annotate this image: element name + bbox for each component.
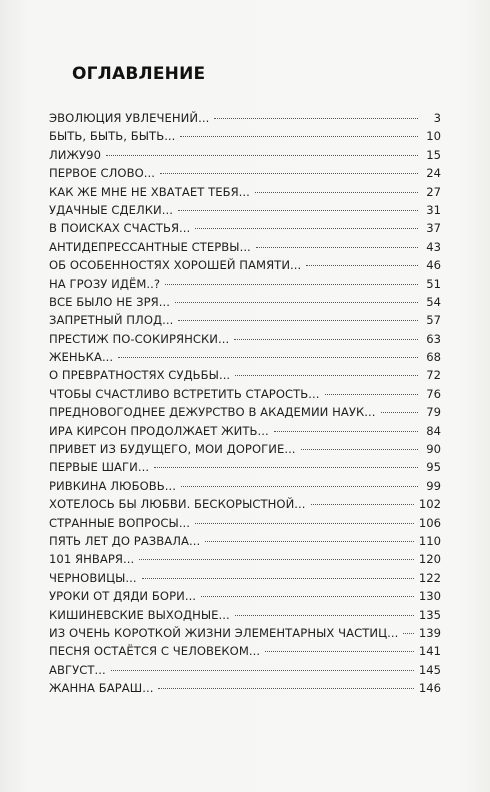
toc-entry-page: 72 xyxy=(426,368,441,383)
toc-entry-title: ПРИВЕТ ИЗ БУДУЩЕГО, МОИ ДОРОГИЕ... xyxy=(49,442,296,457)
toc-entry-title: КАК ЖЕ МНЕ НЕ ХВАТАЕТ ТЕБЯ... xyxy=(49,184,250,199)
toc-entry xyxy=(49,164,441,182)
toc-entry-page: 54 xyxy=(426,294,441,309)
toc-entry-page: 15 xyxy=(426,147,441,162)
toc-entry-title: ЭВОЛЮЦИЯ УВЛЕЧЕНИЙ... xyxy=(49,111,210,125)
toc-entry-page: 46 xyxy=(426,258,441,273)
toc-entry-page: 51 xyxy=(426,276,441,291)
toc-entry-title: ПЕРВЫЕ ШАГИ... xyxy=(49,460,150,475)
toc-entry-page: 106 xyxy=(418,515,441,530)
dot-leader xyxy=(265,651,414,652)
toc-entry xyxy=(49,624,441,642)
toc-entry xyxy=(49,330,441,348)
toc-entry-title: ЛИЖУ90 xyxy=(49,147,101,162)
toc-entry-title: ЗАПРЕТНЫЙ ПЛОД... xyxy=(49,313,174,328)
toc-entry-title: ПЯТЬ ЛЕТ ДО РАЗВАЛА... xyxy=(49,533,201,548)
toc-entry-title: НА ГРОЗУ ИДЁМ..? xyxy=(49,276,161,291)
toc-entry-title: КИШИНЕВСКИЕ ВЫХОДНЫЕ... xyxy=(49,607,230,622)
toc-entry-page: 68 xyxy=(426,350,441,365)
toc-entry xyxy=(49,606,441,624)
dot-leader xyxy=(111,670,414,671)
toc-entry xyxy=(49,550,441,568)
dot-leader xyxy=(175,302,418,303)
toc-entry-title: БЫТЬ, БЫТЬ, БЫТЬ... xyxy=(49,129,176,144)
dot-leader xyxy=(158,688,413,689)
dot-leader xyxy=(255,192,418,193)
toc-entry-page: 110 xyxy=(418,533,441,548)
toc-entry-page: 76 xyxy=(426,386,441,401)
toc-entry-page: 95 xyxy=(426,460,441,475)
toc-entry-page: 3 xyxy=(433,111,441,125)
toc-entry xyxy=(49,679,441,697)
toc-entry-page: 63 xyxy=(426,331,441,346)
toc-entry xyxy=(49,514,441,532)
toc-entry-page: 145 xyxy=(418,662,441,677)
toc-entry-title: УРОКИ ОТ ДЯДИ БОРИ... xyxy=(49,589,197,604)
dot-leader xyxy=(306,265,418,266)
toc-entry xyxy=(49,311,441,329)
toc-entry-title: ИЗ ОЧЕНЬ КОРОТКОЙ ЖИЗНИ ЭЛЕМЕНТАРНЫХ ЧАСТИЦ... xyxy=(49,625,399,640)
toc-entry-title: УДАЧНЫЕ СДЕЛКИ... xyxy=(49,202,173,217)
toc-entry xyxy=(49,238,441,256)
toc-entry-title: ЧЕРНОВИЦЫ... xyxy=(49,570,137,585)
dot-leader xyxy=(165,284,418,285)
toc-entry-title: АВГУСТ... xyxy=(49,662,106,677)
toc-entry xyxy=(49,293,441,311)
toc-entry xyxy=(49,587,441,605)
toc-entry-page: 79 xyxy=(426,405,441,420)
toc-entry xyxy=(49,183,441,201)
dot-leader xyxy=(106,155,418,156)
toc-entry-page: 31 xyxy=(426,202,441,217)
toc-entry-page: 139 xyxy=(418,625,441,640)
dot-leader xyxy=(274,431,418,432)
dot-leader xyxy=(195,523,414,524)
toc-entry-title: ПРЕСТИЖ ПО-СОКИРЯНСКИ... xyxy=(49,331,230,346)
toc-entry xyxy=(49,201,441,219)
toc-entry-title: 101 ЯНВАРЯ... xyxy=(49,552,135,567)
toc-entry xyxy=(49,458,441,476)
toc-entry-title: ИРА КИРСОН ПРОДОЛЖАЕТ ЖИТЬ... xyxy=(49,423,269,438)
toc-entry-title: ЖАННА БАРАШ... xyxy=(49,681,154,696)
dot-leader xyxy=(205,541,414,542)
toc-entry xyxy=(49,275,441,293)
toc-entry xyxy=(49,256,441,274)
toc-entry-page: 122 xyxy=(418,570,441,585)
toc-entry xyxy=(49,477,441,495)
dot-leader xyxy=(181,486,418,487)
dot-leader xyxy=(256,247,418,248)
dot-leader xyxy=(178,210,418,211)
toc-entry-title: ПЕРВОЕ СЛОВО... xyxy=(49,166,155,181)
toc-entry-page: 10 xyxy=(426,129,441,144)
toc-entry-title: РИВКИНА ЛЮБОВЬ... xyxy=(49,478,176,493)
toc-entry xyxy=(49,127,441,145)
toc-entry-page: 102 xyxy=(418,497,441,512)
toc-entry xyxy=(49,642,441,660)
dot-leader xyxy=(142,578,414,579)
dot-leader xyxy=(178,320,418,321)
toc-entry-title: О ПРЕВРАТНОСТЯХ СУДЬБЫ... xyxy=(49,368,231,383)
toc-entry xyxy=(49,146,441,164)
toc-entry-page: 90 xyxy=(426,442,441,457)
dot-leader xyxy=(301,449,418,450)
dot-leader xyxy=(403,633,414,634)
toc-entry-page: 135 xyxy=(418,607,441,622)
toc-entry-title: АНТИДЕПРЕССАНТНЫЕ СТЕРВЫ... xyxy=(49,239,251,254)
toc-entry-title: ВСЕ БЫЛО НЕ ЗРЯ... xyxy=(49,294,170,309)
dot-leader xyxy=(325,394,418,395)
dot-leader xyxy=(154,467,418,468)
dot-leader xyxy=(118,357,418,358)
toc-entry xyxy=(49,661,441,679)
toc-entry xyxy=(49,495,441,513)
toc-entry-page: 120 xyxy=(418,552,441,567)
dot-leader xyxy=(139,559,414,560)
dot-leader xyxy=(235,615,414,616)
toc-entry xyxy=(49,569,441,587)
dot-leader xyxy=(201,596,414,597)
toc-entry xyxy=(49,440,441,458)
toc-entry-title: ХОТЕЛОСЬ БЫ ЛЮБВИ. БЕСКОРЫСТНОЙ... xyxy=(49,497,306,512)
toc-heading: ОГЛАВЛЕНИЕ xyxy=(72,64,206,84)
toc-entry-title: СТРАННЫЕ ВОПРОСЫ... xyxy=(49,515,191,530)
toc-entry-title: В ПОИСКАХ СЧАСТЬЯ... xyxy=(49,221,191,236)
dot-leader xyxy=(234,339,418,340)
dot-leader xyxy=(195,228,418,229)
toc-entry-page: 99 xyxy=(426,478,441,493)
toc-entry-page: 141 xyxy=(418,644,441,659)
dot-leader xyxy=(180,136,418,137)
toc-entry xyxy=(49,532,441,550)
toc-entry xyxy=(49,385,441,403)
toc-entry xyxy=(49,109,441,127)
dot-leader xyxy=(235,375,418,376)
toc-entry-page: 84 xyxy=(426,423,441,438)
toc-entry xyxy=(49,403,441,421)
dot-leader xyxy=(311,504,414,505)
toc-entry-page: 146 xyxy=(418,681,441,696)
toc-entry xyxy=(49,422,441,440)
toc-entry-title: ПЕСНЯ ОСТАЁТСЯ С ЧЕЛОВЕКОМ... xyxy=(49,644,261,659)
toc-entry-page: 130 xyxy=(418,589,441,604)
toc-entry-title: ОБ ОСОБЕННОСТЯХ ХОРОШЕЙ ПАМЯТИ... xyxy=(49,258,302,273)
toc-entry-page: 37 xyxy=(426,221,441,236)
toc-entry-title: ПРЕДНОВОГОДНЕЕ ДЕЖУРСТВО В АКАДЕМИИ НАУК... xyxy=(49,405,376,420)
dot-leader xyxy=(160,173,418,174)
toc-entry xyxy=(49,219,441,237)
toc-entry xyxy=(49,366,441,384)
toc-entry-page: 43 xyxy=(426,239,441,254)
toc-list xyxy=(49,109,441,698)
toc-entry-page: 27 xyxy=(426,184,441,199)
toc-entry xyxy=(49,348,441,366)
toc-entry-title: ЖЕНЬКА... xyxy=(49,350,114,365)
toc-entry-title: ЧТОБЫ СЧАСТЛИВО ВСТРЕТИТЬ СТАРОСТЬ... xyxy=(49,386,320,401)
dot-leader xyxy=(214,118,418,119)
dot-leader xyxy=(381,412,419,413)
toc-entry-page: 57 xyxy=(426,313,441,328)
toc-entry-page: 24 xyxy=(426,166,441,181)
